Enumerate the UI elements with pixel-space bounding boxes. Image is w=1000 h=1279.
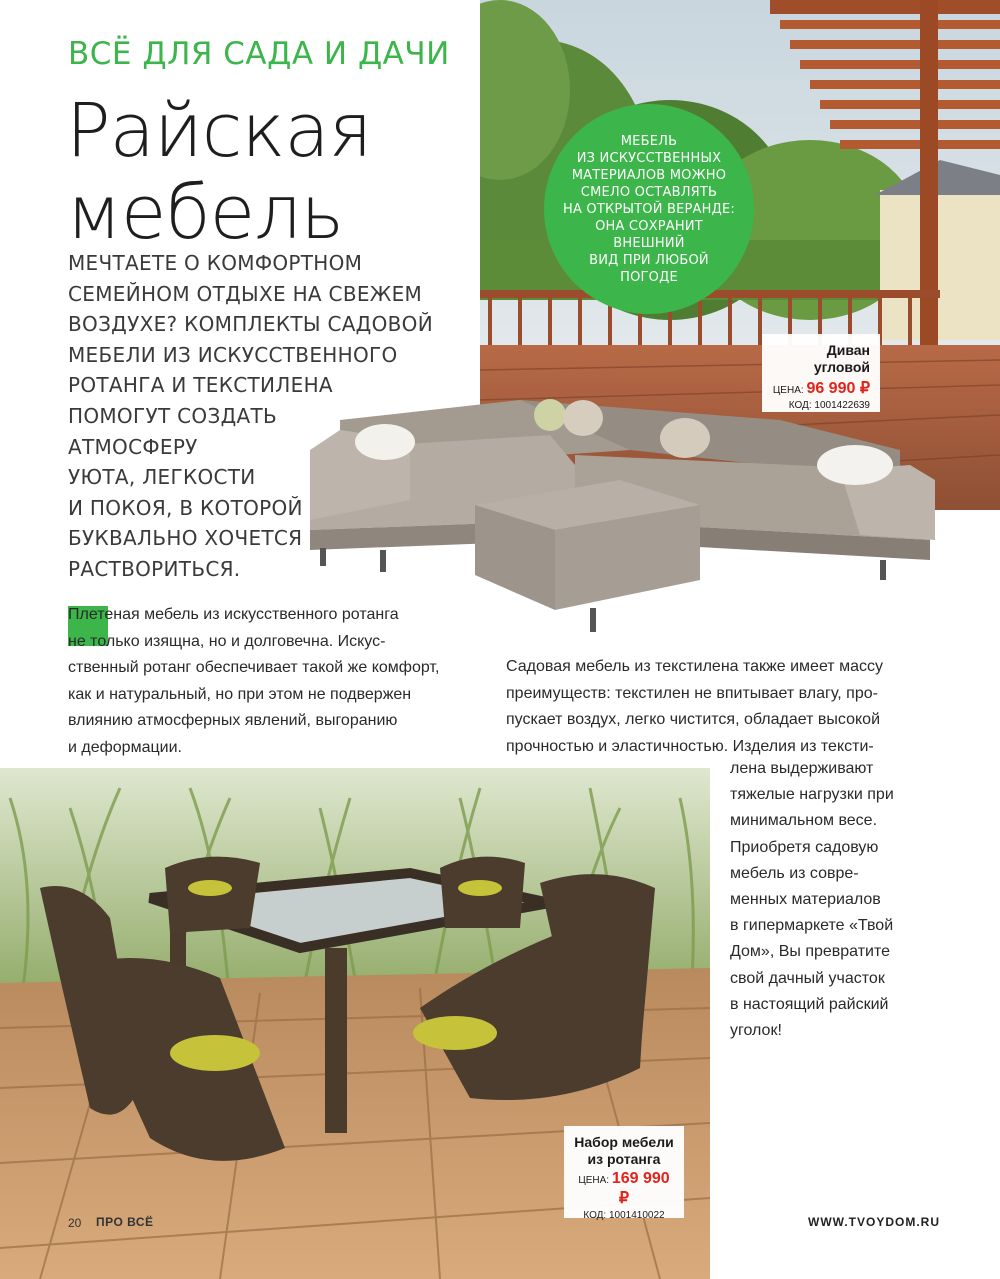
callout-circle: [544, 104, 754, 314]
magazine-name: ПРО ВСЁ: [96, 1215, 154, 1229]
callout-text: МЕБЕЛЬ ИЗ ИСКУССТВЕННЫХ МАТЕРИАЛОВ МОЖНО СМЕЛО ОСТАВЛЯТЬ НА ОТКРЫТОЙ ВЕРАНДЕ: ОНА СОХРАНИТ ВНЕШНИЙ ВИД ПРИ ЛЮБОЙ ПОГОДЕ: [563, 133, 735, 285]
price-tag-rattan-set: [564, 1126, 684, 1221]
product-price-row: [772, 378, 870, 398]
product-code: КОД: 1001410022: [583, 1210, 665, 1221]
price-value: 96 990 ₽: [806, 380, 870, 397]
section-title: ВСЁ ДЛЯ САДА И ДАЧИ: [68, 36, 450, 72]
lead-paragraph: МЕЧТАЕТЕ О КОМФОРТНОМ СЕМЕЙНОМ ОТДЫХЕ НА СВЕЖЕМ ВОЗДУХЕ? КОМПЛЕКТЫ САДОВОЙ МЕБЕЛИ ИЗ ИСКУССТВЕННОГО РОТАНГА И ТЕКСТИЛЕНА ПОМОГУТ СОЗДАТЬ АТМОСФЕРУ УЮТА, ЛЕГКОСТИ И ПОКОЯ, В КОТОРОЙ БУКВАЛЬНО ХОЧЕТСЯ РАСТВОРИТЬСЯ.: [68, 251, 433, 581]
price-label: ЦЕНА:: [578, 1175, 610, 1186]
price-tag-sofa: [762, 334, 880, 412]
price-label: ЦЕНА:: [772, 385, 804, 396]
price-value: 169 990 ₽: [611, 1170, 670, 1207]
body-paragraph-textilene-continued: лена выдерживают тяжелые нагрузки при минимальном весе. Приобретя садовую мебель из совре- менных материалов в гипермаркете «Твой Дом», Вы превратите свой дачный участок в настоящий райский уголок!: [730, 760, 894, 1040]
body-paragraph-textilene: Садовая мебель из текстилена также имеет массу преимуществ: текстилен не впитывает влагу, про- пускает воздух, легко чистится, обладает высокой прочностью и эластичностью. Изделия из тексти-: [506, 658, 883, 755]
headline: Райская мебель: [66, 88, 372, 256]
body-paragraph-rattan: Плетеная мебель из искусственного ротанга не только изящна, но и долговечна. Искус- ственный ротанг обеспечивает такой же комфорт, как и натуральный, но при этом не подвержен влиянию атмосферных явлений, выгоранию и деформации.: [68, 606, 440, 756]
website-url[interactable]: WWW.TVOYDOM.RU: [808, 1215, 940, 1229]
product-code: КОД: 1001422639: [788, 400, 870, 411]
product-price-row: [574, 1170, 674, 1208]
product-name: Набор мебели из ротанга: [574, 1134, 674, 1167]
page-number: 20: [68, 1216, 82, 1230]
product-name: Диван угловой: [813, 342, 870, 375]
